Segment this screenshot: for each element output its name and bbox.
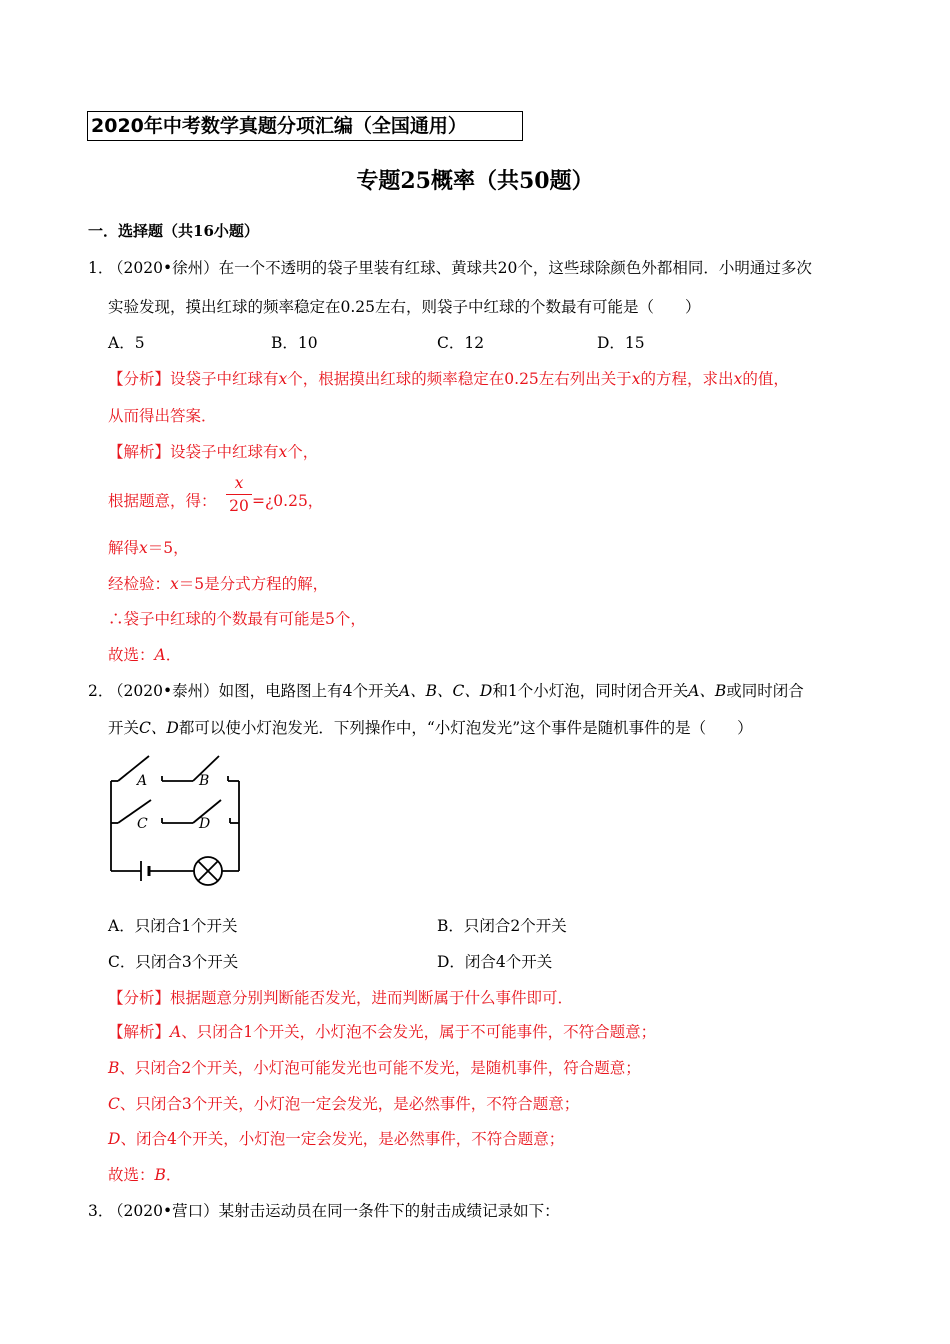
analysis-text: 的方程，求出	[640, 370, 734, 388]
stem-text: 都可以使小灯泡发光．下列操作中，“小灯泡发光”这个事件是随机事件的是（ ）	[178, 719, 753, 737]
variable: x	[631, 370, 641, 388]
answer-suffix: ．	[165, 1166, 182, 1184]
compilation-header: 2020年中考数学真题分项汇编（全国通用）	[87, 111, 523, 141]
analysis-text: 根据题意分别判断能否发光，进而判断属于什么事件即可．	[170, 989, 574, 1007]
answer-letter: A	[154, 646, 166, 664]
fraction-numerator: x	[234, 474, 244, 492]
solve-text: 解得	[108, 539, 140, 557]
fraction-bar	[226, 494, 252, 495]
variable: x	[139, 539, 148, 557]
question-1-solve	[108, 536, 189, 558]
solution-text: 、只闭合3个开关，小灯泡一定会发光，是必然事件，不符合题意；	[119, 1095, 580, 1113]
option-letter: C	[108, 1095, 120, 1113]
variable: x	[278, 443, 288, 461]
question-1-option-d: D．15	[597, 334, 645, 352]
answer-prefix: 故选：	[108, 646, 155, 664]
solution-text: 个，	[287, 443, 319, 461]
variable: x	[733, 370, 743, 388]
solution-text: 、闭合4个开关，小灯泡一定会发光，是必然事件，不符合题意；	[120, 1130, 565, 1148]
question-1-solution	[108, 440, 318, 462]
option-letter: B	[108, 1059, 120, 1077]
question-2-option-b: B．只闭合2个开关	[437, 917, 567, 935]
question-2-solution-line2	[108, 1056, 641, 1078]
switch-d-label: D	[199, 816, 211, 832]
question-2-number: 2．	[88, 682, 114, 700]
answer-suffix: ．	[165, 646, 182, 664]
question-2-solution-line4	[108, 1127, 564, 1149]
question-2-option-d: D．闭合4个开关	[437, 953, 553, 971]
check-text: ＝5是分式方程的解，	[178, 575, 329, 593]
stem-text: 或同时闭合	[726, 682, 804, 700]
question-2-analysis	[108, 986, 573, 1008]
switch-letters: A、B	[688, 682, 727, 700]
circuit-diagram	[105, 752, 245, 888]
solution-text: 、只闭合1个开关，小灯泡不会发光，属于不可能事件，不符合题意；	[181, 1023, 657, 1041]
question-1-equation-suffix: =¿0.25，	[252, 492, 324, 510]
question-2-solution-line3	[108, 1092, 579, 1114]
question-2-solution-line1	[108, 1020, 656, 1042]
question-1-number: 1．	[88, 259, 114, 277]
analysis-text: 设袋子中红球有	[170, 370, 279, 388]
solution-tag: 【解析】	[108, 443, 171, 461]
answer-letter: B	[154, 1166, 166, 1184]
solve-text: ＝5，	[147, 539, 189, 557]
question-1-option-c: C．12	[437, 334, 485, 352]
question-1-option-b: B．10	[271, 334, 318, 352]
question-1-analysis-line2: 从而得出答案．	[108, 407, 217, 425]
analysis-text: 个，根据摸出红球的频率稳定在0.25左右列出关于	[287, 370, 632, 388]
analysis-tag: 【分析】	[108, 989, 171, 1007]
question-3-number: 3．	[88, 1202, 114, 1220]
question-1-check	[108, 572, 328, 594]
stem-text: 和1个小灯泡，同时闭合开关	[492, 682, 689, 700]
variable: x	[170, 575, 179, 593]
switch-c-label: C	[137, 816, 148, 832]
switch-a-label: A	[137, 773, 148, 789]
question-2-option-c: C．只闭合3个开关	[108, 953, 239, 971]
check-text: 经检验：	[108, 575, 171, 593]
fraction	[226, 473, 252, 516]
document-title: 专题25概率（共50题）	[356, 168, 594, 194]
solution-tag: 【解析】	[108, 1023, 171, 1041]
question-1-analysis	[108, 367, 789, 389]
switch-letters: A、B、C、D	[398, 682, 493, 700]
question-2-stem-line1	[108, 679, 804, 701]
option-letter: D	[108, 1130, 121, 1148]
stem-text: 开关	[108, 719, 140, 737]
switch-letters: C、D	[139, 719, 179, 737]
question-1-conclusion: ∴袋子中红球的个数最有可能是5个，	[108, 610, 366, 628]
analysis-tag: 【分析】	[108, 370, 171, 388]
question-1-stem-line1: （2020•徐州）在一个不透明的袋子里装有红球、黄球共20个，这些球除颜色外都相同．小明通过多次	[108, 259, 812, 277]
question-2-stem-line2	[108, 716, 753, 738]
solution-text: 设袋子中红球有	[170, 443, 279, 461]
question-1-answer	[108, 643, 181, 665]
variable: x	[278, 370, 288, 388]
question-2-option-a: A．只闭合1个开关	[108, 917, 238, 935]
option-letter: A	[170, 1023, 182, 1041]
question-2-answer	[108, 1163, 181, 1185]
question-3-stem: （2020•营口）某射击运动员在同一条件下的射击成绩记录如下：	[108, 1202, 560, 1220]
solution-text: 、只闭合2个开关，小灯泡可能发光也可能不发光，是随机事件，符合题意；	[119, 1059, 641, 1077]
switch-b-label: B	[199, 773, 210, 789]
question-1-stem-line2: 实验发现，摸出红球的频率稳定在0.25左右，则袋子中红球的个数最有可能是（ ）	[108, 298, 701, 316]
section-heading: 一．选择题（共16小题）	[88, 222, 259, 240]
answer-prefix: 故选：	[108, 1166, 155, 1184]
analysis-text: 的值，	[742, 370, 789, 388]
question-1-option-a: A．5	[108, 334, 145, 352]
stem-text: （2020•泰州）如图，电路图上有4个开关	[108, 682, 399, 700]
fraction-denominator: 20	[229, 497, 249, 515]
question-1-equation-prefix: 根据题意，得：	[108, 492, 217, 510]
